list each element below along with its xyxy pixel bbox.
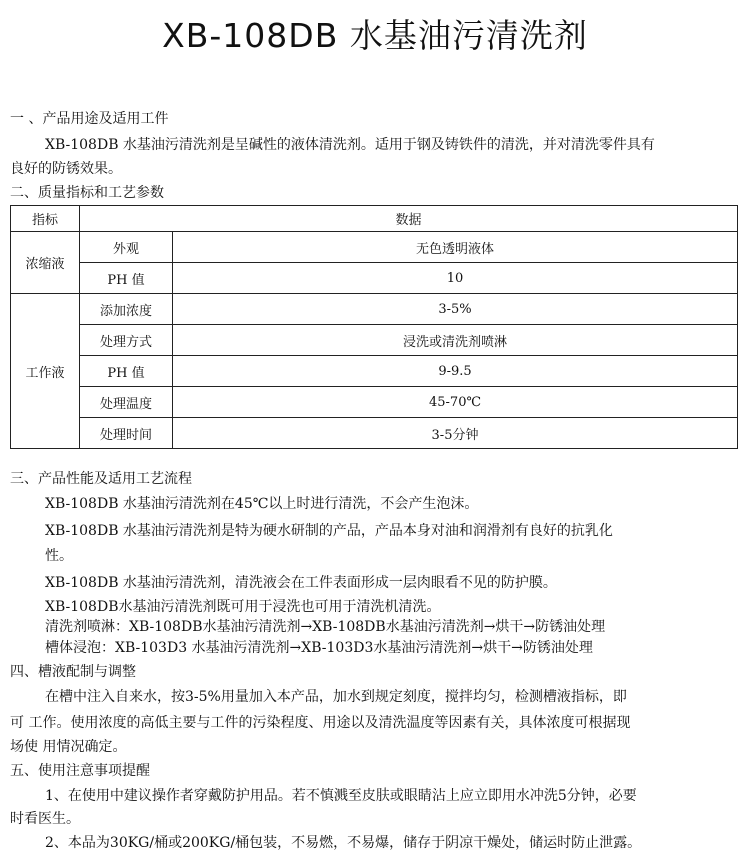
section-5-heading: 五、使用注意事项提醒 <box>10 763 150 779</box>
section-4-line-1: 在槽中注入自来水，按3-5%用量加入本产品，加水到规定刻度，搅拌均匀，检测槽液指标，即 <box>45 689 627 705</box>
section-3-line-3: XB-108DB 水基油污清洗剂，清洗液会在工件表面形成一层肉眼看不见的防护膜。 <box>45 575 557 591</box>
value-cell: 3-5分钟 <box>173 418 738 449</box>
table-row <box>11 263 738 294</box>
table-row <box>11 294 738 325</box>
value-cell: 3-5% <box>173 294 738 325</box>
value-cell: 10 <box>173 263 738 294</box>
section-3-line-2a: XB-108DB 水基油污清洗剂是特为硬水研制的产品，产品本身对油和润滑剂有良好的抗乳化 <box>45 523 613 539</box>
document-title: XB-108DB 水基油污清洗剂 <box>162 16 588 55</box>
section-4-line-2: 可 工作。使用浓度的高低主要与工件的污染程度、用途以及清洗温度等因素有关，具体浓度可根据现 <box>10 715 631 731</box>
section-5-line-2: 时看医生。 <box>10 811 80 827</box>
section-2-heading: 二、质量指标和工艺参数 <box>10 185 164 201</box>
section-1-body-line-2: 良好的防锈效果。 <box>10 161 122 177</box>
param-cell: PH 值 <box>80 356 173 387</box>
value-cell: 浸洗或清洗剂喷淋 <box>173 325 738 356</box>
table-header-row <box>11 206 738 232</box>
section-5-line-3: 2、本品为30KG/桶或200KG/桶包装，不易燃，不易爆，储存于阴凉干燥处，储运时防止泄露。 <box>45 835 642 851</box>
section-3-heading: 三、产品性能及适用工艺流程 <box>10 471 192 487</box>
param-cell: PH 值 <box>80 263 173 294</box>
section-5-line-1: 1、在使用中建议操作者穿戴防护用品。若不慎溅至皮肤或眼睛沾上应立即用水冲洗5分钟，必要 <box>45 788 637 804</box>
header-indicator: 指标 <box>11 206 80 232</box>
param-cell: 处理温度 <box>80 387 173 418</box>
section-3-line-2b: 性。 <box>45 548 73 564</box>
section-3-line-4: XB-108DB水基油污清洗剂既可用于浸洗也可用于清洗机清洗。 <box>45 599 441 615</box>
param-cell: 添加浓度 <box>80 294 173 325</box>
param-cell: 处理方式 <box>80 325 173 356</box>
table-row <box>11 232 738 263</box>
table-row <box>11 356 738 387</box>
param-cell: 处理时间 <box>80 418 173 449</box>
section-4-line-3: 场使 用情况确定。 <box>10 739 127 755</box>
section-1-heading: 一 、产品用途及适用工件 <box>10 111 169 127</box>
header-data: 数据 <box>80 206 738 232</box>
value-cell: 45-70℃ <box>173 387 738 418</box>
param-cell: 外观 <box>80 232 173 263</box>
group-working-solution: 工作液 <box>11 294 80 449</box>
section-3-line-6: 槽体浸泡：XB-103D3 水基油污清洗剂→XB-103D3水基油污清洗剂→烘干→防锈油处理 <box>45 640 593 656</box>
group-concentrate: 浓缩液 <box>11 232 80 294</box>
table-row <box>11 387 738 418</box>
value-cell: 无色透明液体 <box>173 232 738 263</box>
table-row <box>11 418 738 449</box>
section-1-body-line-1: XB-108DB 水基油污清洗剂是呈碱性的液体清洗剂。适用于钢及铸铁件的清洗，并对清洗零件具有 <box>45 137 655 153</box>
section-3-line-5: 清洗剂喷淋：XB-108DB水基油污清洗剂→XB-108DB水基油污清洗剂→烘干→防锈油处理 <box>45 619 606 635</box>
parameters-table <box>10 205 738 449</box>
value-cell: 9-9.5 <box>173 356 738 387</box>
section-3-line-1: XB-108DB 水基油污清洗剂在45℃以上时进行清洗，不会产生泡沫。 <box>45 496 479 512</box>
table-row <box>11 325 738 356</box>
section-4-heading: 四、槽液配制与调整 <box>10 664 136 680</box>
